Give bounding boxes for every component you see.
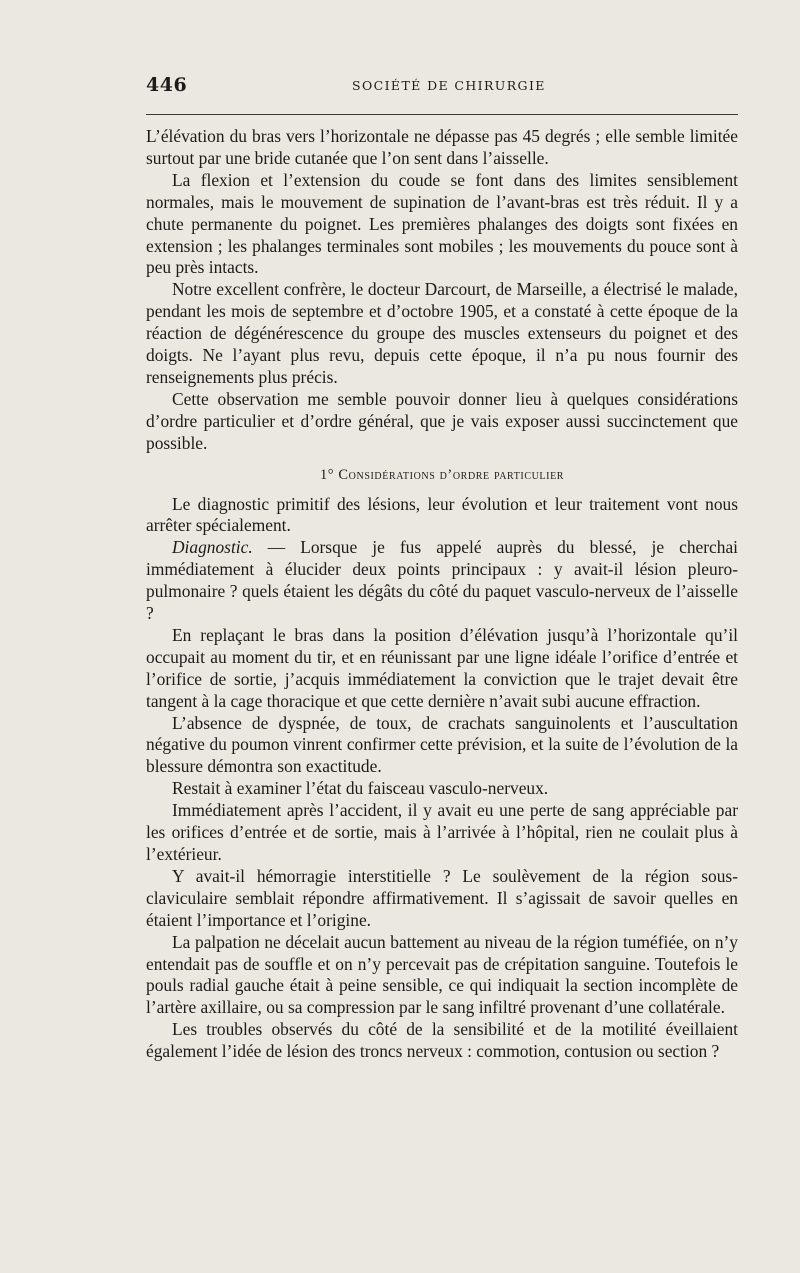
paragraph-darcourt: Notre excellent confrère, le docteur Darcourt, de Marseille, a électrisé le malade, pendant les mois de septembre et d’octobre 1905, et a constaté à cette époque de la réaction de dégénérescence du groupe des muscles extenseurs du poignet et des doigts. Ne l’ayant plus revu, depuis cette époque, il n’a pu nous fournir des renseignements plus précis. xyxy=(146,279,738,387)
paragraph-diagnostic-intro: Le diagnostic primitif des lésions, leur évolution et leur traitement vont nous arrêter spécialement. xyxy=(146,493,738,536)
paragraph-accident: Immédiatement après l’accident, il y avait eu une perte de sang appréciable par les orifices d’entrée et de sortie, mais à l’arrivée à l’hôpital, rien ne coulait plus à l’extérieur. xyxy=(146,800,738,864)
header-rule xyxy=(146,114,738,115)
paragraph-diagnostic-text: — Lorsque je fus appelé auprès du blessé, je cherchai immédiatement à élucider deux points principaux : y avait-il lésion pleuro-pulmonaire ? quels étaient les dégâts du côté du paquet vasculo-nerveux de l’aisselle ? xyxy=(146,537,738,624)
paragraph-diagnostic xyxy=(146,537,738,625)
paragraph-flexion: La flexion et l’extension du coude se font dans des limites sensiblement normales, mais le mouvement de supination de l’avant-bras est très réduit. Il y a chute permanente du poignet. Les premières phalanges des doigts sont fixées en extension ; les phalanges terminales sont mobiles ; les mouvements du pouce sont à peu près intacts. xyxy=(146,169,738,278)
body-text xyxy=(146,126,738,1063)
paragraph-hemorragie: Y avait-il hémorragie interstitielle ? Le soulèvement de la région sous-claviculaire semblait répondre affirmativement. Il s’agissait de savoir quelles en étaient l’importance et l’origine. xyxy=(146,865,738,930)
section-heading: 1° Considérations d’ordre particulier xyxy=(319,466,565,483)
paragraph-palpation: La palpation ne décelait aucun battement au niveau de la région tuméfiée, on n’y entendait pas de souffle et on n’y percevait pas de crépitation sanguine. Toutefois le pouls radial gauche était à peine sensible, ce qui indiquait la section incomplète de l’artère axillaire, ou sa compression par le sang infiltré provenant d’une collatérale. xyxy=(146,931,738,1018)
paragraph-considerations: Cette observation me semble pouvoir donner lieu à quelques considérations d’ordre particulier et d’ordre général, que je vais exposer aussi succinctement que possible. xyxy=(146,388,738,453)
paragraph-troubles: Les troubles observés du côté de la sensibilité et de la motilité éveillaient également l’idée de lésion des troncs nerveux : commotion, contusion ou section ? xyxy=(146,1019,738,1062)
run-in-heading: Diagnostic. xyxy=(172,537,253,558)
paragraph-restait: Restait à examiner l’état du faisceau vasculo-nerveux. xyxy=(172,778,549,799)
page-header xyxy=(146,74,744,102)
paragraph-replacant: En replaçant le bras dans la position d’élévation jusqu’à l’horizontale qu’il occupait au moment du tir, et en réunissant par une ligne idéale l’orifice d’entrée et l’orifice de sortie, j’acquis immédiatement la conviction que le trajet devait être tangent à la cage thoracique et que cette dernière n’avait subi aucune effraction. xyxy=(146,624,738,711)
paragraph-continuation: L’élévation du bras vers l’horizontale ne dépasse pas 45 degrés ; elle semble limitée surtout par une bride cutanée que l’on sent dans l’aisselle. xyxy=(146,126,738,168)
running-title: SOCIÉTÉ DE CHIRURGIE xyxy=(352,78,546,93)
paragraph-dyspnee: L’absence de dyspnée, de toux, de crachats sanguinolents et l’auscultation négative du poumon vinrent confirmer cette prévision, et la suite de l’évolution de la blessure démontra son exactitude. xyxy=(146,712,738,777)
page-number: 446 xyxy=(146,74,188,96)
